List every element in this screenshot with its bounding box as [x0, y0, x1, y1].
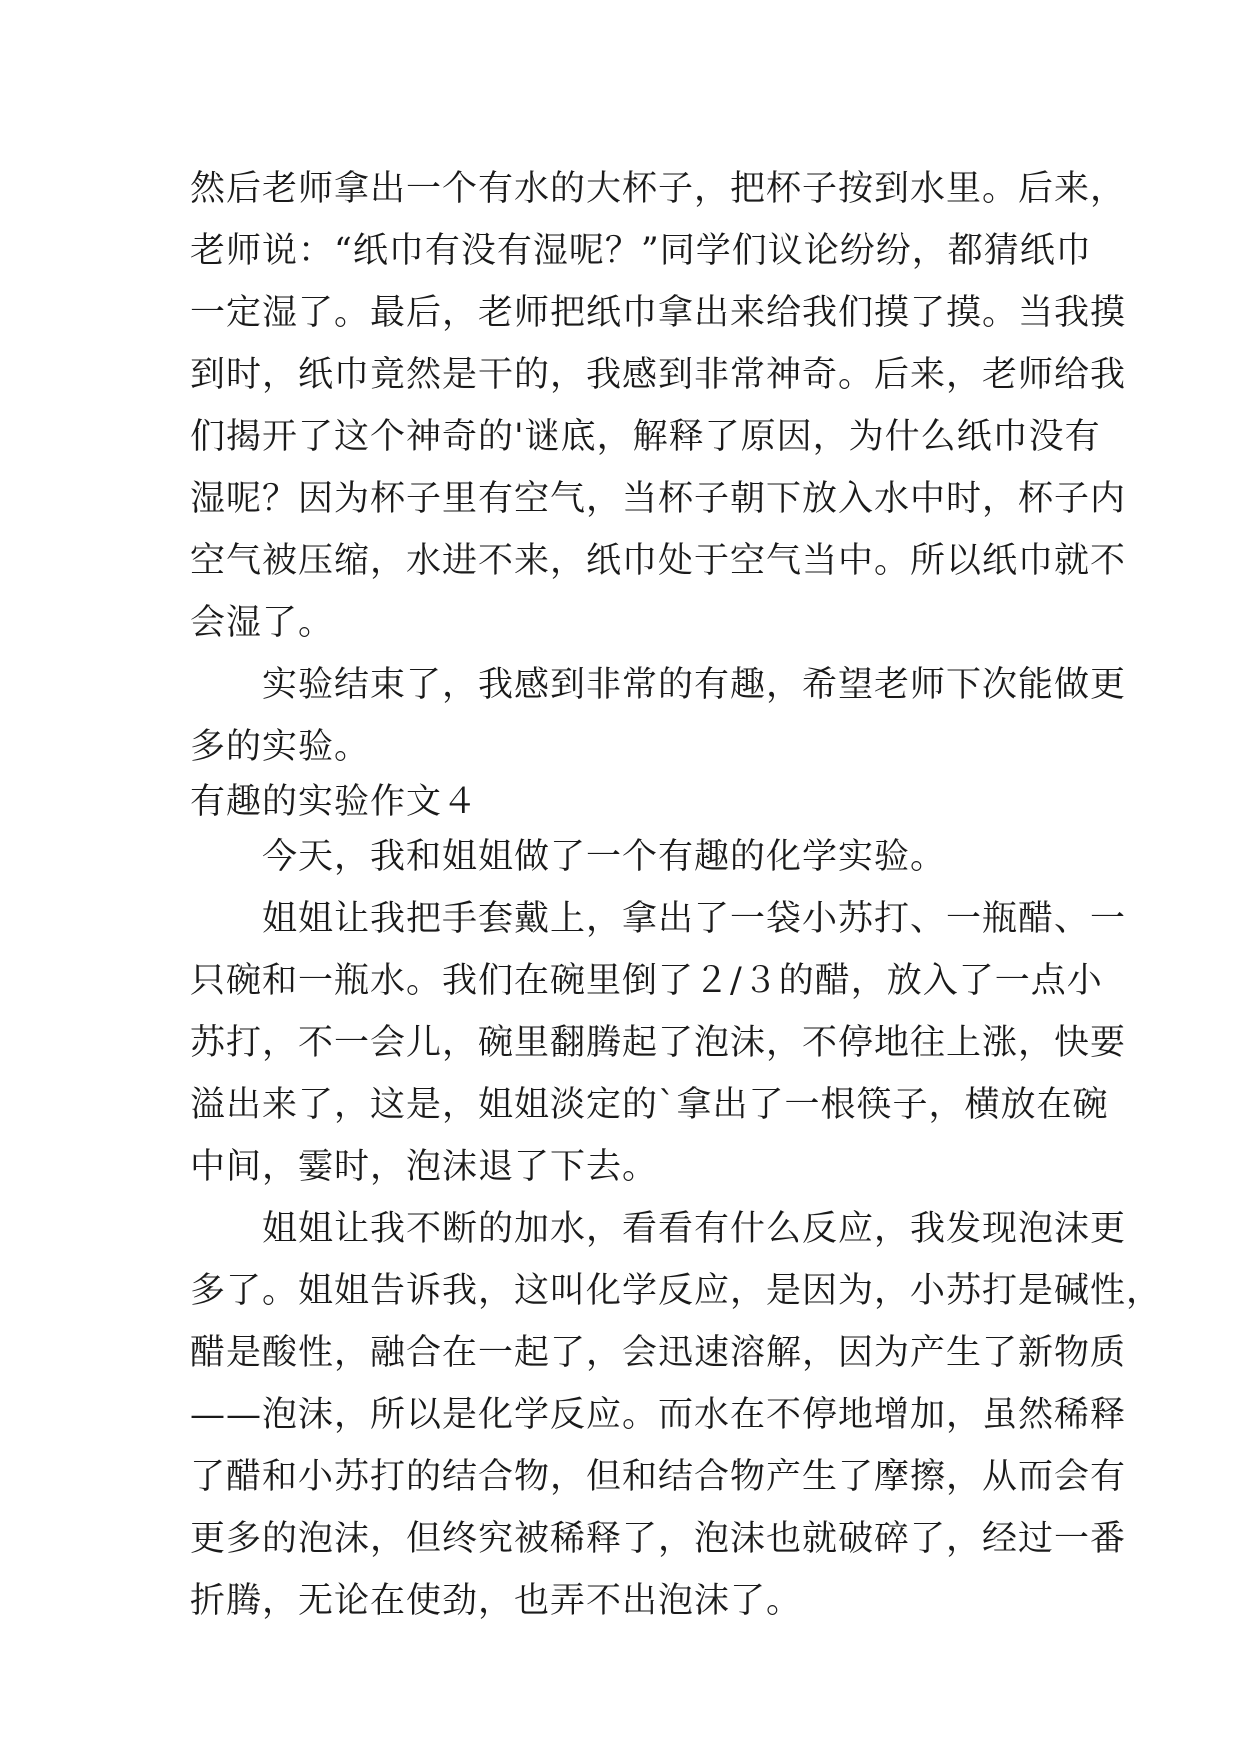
text-line: ——泡沫，所以是化学反应。而水在不停地增加，虽然稀释 — [190, 1395, 1127, 1435]
text-line: 溢出来了，这是，姐姐淡定的`拿出了一根筷子，横放在碗 — [190, 1085, 1109, 1125]
document-body — [190, 158, 1163, 1632]
text-line: 会湿了。 — [190, 603, 335, 643]
text-line: 空气被压缩，水进不来，纸巾处于空气当中。所以纸巾就不 — [190, 541, 1127, 581]
text-line: 姐姐让我不断的加水，看看有什么反应，我发现泡沫更 — [190, 1209, 1127, 1249]
text-line: 然后老师拿出一个有水的大杯子，把杯子按到水里。后来， — [190, 169, 1127, 209]
text-line: 了醋和小苏打的结合物，但和结合物产生了摩擦，从而会有 — [190, 1457, 1127, 1497]
text-line: 老师说：“纸巾有没有湿呢？”同学们议论纷纷，都猜纸巾 — [190, 231, 1092, 271]
text-line: 醋是酸性，融合在一起了，会迅速溶解，因为产生了新物质 — [190, 1333, 1127, 1373]
text-line: 一定湿了。最后，老师把纸巾拿出来给我们摸了摸。当我摸 — [190, 293, 1127, 333]
text-line: 今天，我和姐姐做了一个有趣的化学实验。 — [190, 837, 947, 877]
text-line: 折腾，无论在使劲，也弄不出泡沫了。 — [190, 1581, 803, 1621]
text-line: 们揭开了这个神奇的'谜底，解释了原因，为什么纸巾没有 — [190, 417, 1101, 457]
text-line: 湿呢？因为杯子里有空气，当杯子朝下放入水中时，杯子内 — [190, 479, 1127, 519]
text-line: 多的实验。 — [190, 727, 371, 767]
text-line: 实验结束了，我感到非常的有趣，希望老师下次能做更 — [190, 665, 1127, 705]
text-line: 中间，霎时，泡沫退了下去。 — [190, 1147, 659, 1187]
text-line: 只碗和一瓶水。我们在碗里倒了２/３的醋，放入了一点小 — [190, 961, 1103, 1001]
text-line: 姐姐让我把手套戴上，拿出了一袋小苏打、一瓶醋、一 — [190, 899, 1127, 939]
text-line: 更多的泡沫，但终究被稀释了，泡沫也就破碎了，经过一番 — [190, 1519, 1127, 1559]
text-line: 苏打，不一会儿，碗里翻腾起了泡沫，不停地往上涨，快要 — [190, 1023, 1127, 1063]
text-line: 到时，纸巾竟然是干的，我感到非常神奇。后来，老师给我 — [190, 355, 1127, 395]
text-line: 多了。姐姐告诉我，这叫化学反应，是因为，小苏打是碱性， — [190, 1271, 1163, 1311]
section-title: 有趣的实验作文４ — [190, 782, 479, 822]
